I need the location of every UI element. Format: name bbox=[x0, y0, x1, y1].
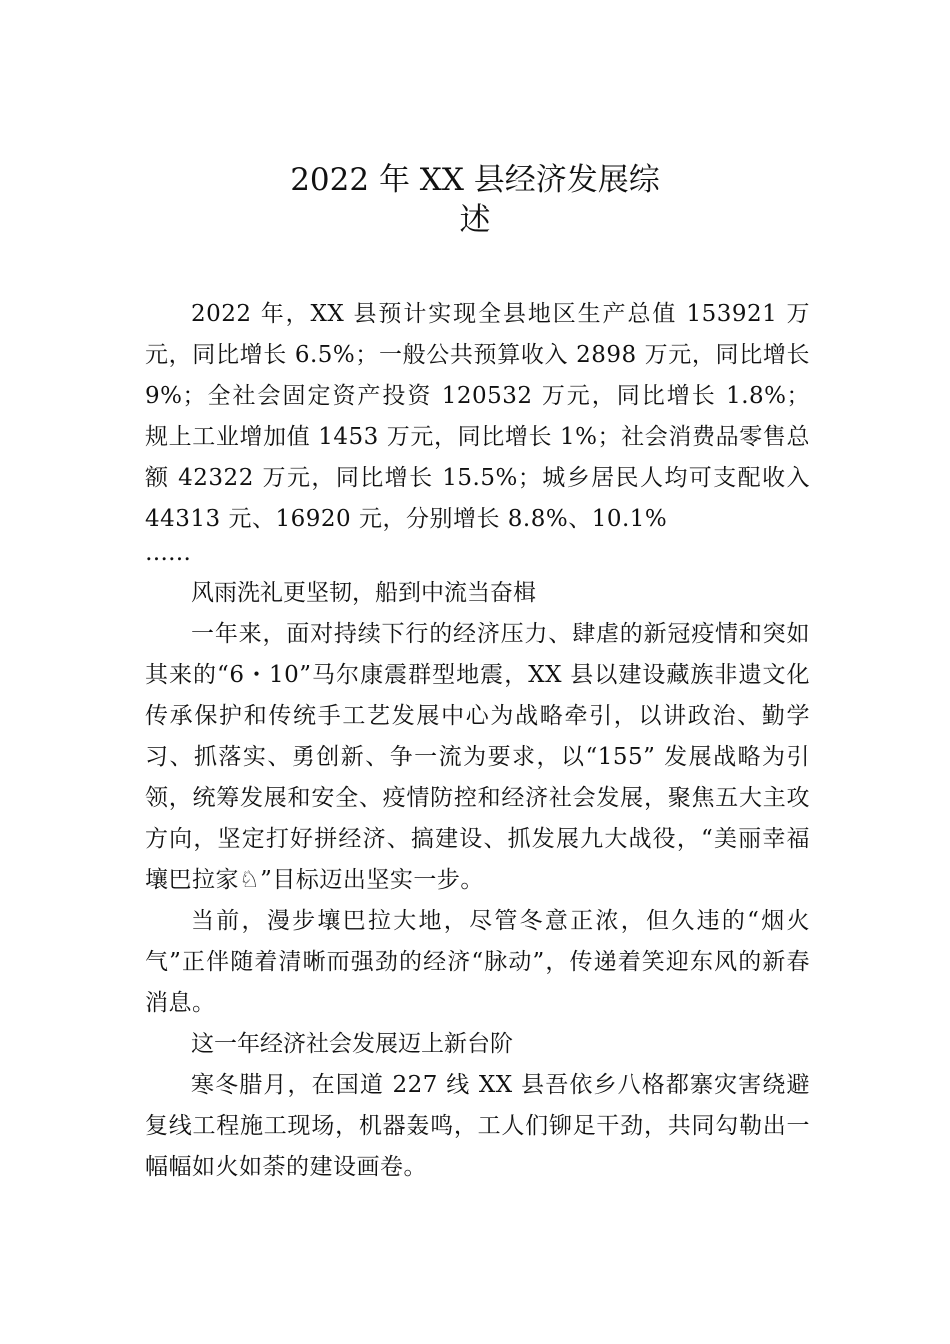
section2-paragraph-1: 寒冬腊月，在国道 227 线 XX 县吾依乡八格都寨灾害绕避复线工程施工现场，机器轰鸣，工人们铆足干劲，共同勾勒出一幅幅如火如荼的建设画卷。 bbox=[145, 1072, 810, 1180]
title-line-2: 述 bbox=[459, 202, 491, 238]
section-heading-2: 这一年经济社会发展迈上新台阶 bbox=[191, 1031, 513, 1057]
section1-paragraph-2: 当前，漫步壤巴拉大地，尽管冬意正浓，但久违的“烟火气”正伴随着清晰而强劲的经济“脉动”，传递着笑迎东风的新春消息。 bbox=[145, 908, 810, 1016]
intro-paragraph: 2022 年，XX 县预计实现全县地区生产总值 153921 万元，同比增长 6.5%；一般公共预算收入 2898 万元，同比增长 9%；全社会固定资产投资 120532 万元，同比增长 1.8%； 规上工业增加值 1453 万元，同比增长 1%；社会消费品零售总额 42322 万元，同比增长 15.5%；城乡居民人均可支配收入 44313 元、16920 元，分别增长 8.8%、10.1% bbox=[145, 301, 810, 532]
section1-paragraph-1: 一年来，面对持续下行的经济压力、肆虐的新冠疫情和突如其来的“6・10”马尔康震群型地震，XX 县以建设藏族非遗文化传承保护和传统手工艺发展中心为战略牵引，以讲政治、勤学习、抓落实、勇创新、争一流为要求，以“155” 发展战略为引领，统筹发展和安全、疫情防控和经济社会发展，聚焦五大主攻方向，坚定打好拼经济、搞建设、抓发展九大战役，“美丽幸福壤巴拉家♘”目标迈出坚实一步。 bbox=[145, 621, 810, 893]
title-line-1: 2022 年 XX 县经济发展综 bbox=[290, 162, 660, 198]
document-title bbox=[0, 160, 950, 240]
ellipsis: …… bbox=[145, 540, 191, 566]
document-body bbox=[145, 294, 810, 1188]
section-heading-1: 风雨洗礼更坚韧，船到中流当奋楫 bbox=[191, 580, 536, 606]
